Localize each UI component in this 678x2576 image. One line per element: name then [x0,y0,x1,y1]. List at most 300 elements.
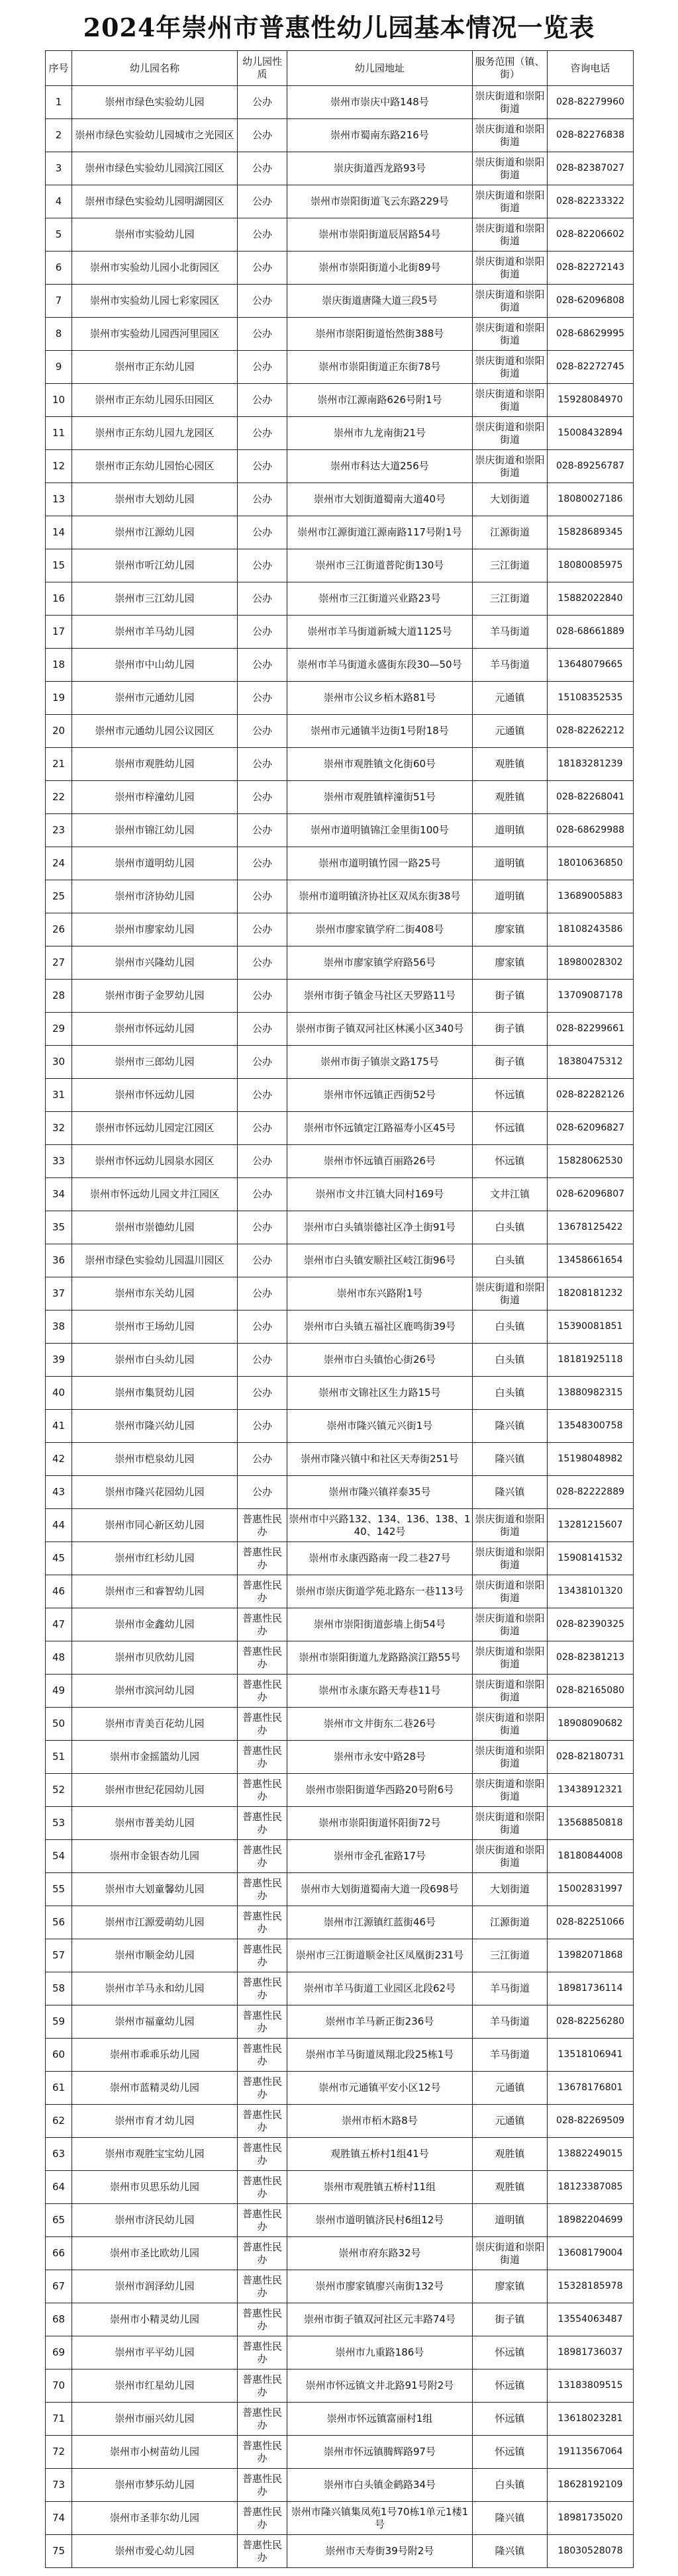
cell-phone: 028-82262212 [548,715,634,748]
cell-name: 崇州市红杉幼儿园 [72,1542,238,1575]
cell-type: 普惠性民办 [238,1542,287,1575]
cell-name: 崇州市羊马永和幼儿园 [72,1972,238,2005]
table-row [46,152,634,185]
cell-type: 普惠性民办 [238,2336,287,2369]
cell-index: 74 [46,2502,72,2535]
table-row [46,2105,634,2138]
cell-index: 29 [46,1013,72,1046]
cell-index: 54 [46,1840,72,1873]
header-phone: 咨询电话 [548,51,634,86]
cell-address: 崇州市蜀南东路216号 [287,119,473,152]
cell-service-area: 怀远镇 [473,1112,548,1145]
table-row [46,1840,634,1873]
cell-index: 17 [46,616,72,649]
cell-name: 崇州市怀远幼儿园文井江园区 [72,1178,238,1211]
cell-service-area: 观胜镇 [473,2171,548,2204]
cell-service-area: 观胜镇 [473,748,548,781]
header-name: 幼儿园名称 [72,51,238,86]
table-row [46,946,634,980]
table-row [46,1906,634,1939]
cell-index: 5 [46,218,72,252]
cell-address: 崇州市怀远镇文井北路91号附2号 [287,2369,473,2403]
cell-type: 公办 [238,119,287,152]
cell-name: 崇州市小精灵幼儿园 [72,2303,238,2336]
cell-service-area: 观胜镇 [473,781,548,814]
cell-name: 崇州市济协幼儿园 [72,880,238,913]
cell-name: 崇州市三郎幼儿园 [72,1046,238,1079]
cell-service-area: 道明镇 [473,2204,548,2237]
cell-name: 崇州市乖乖乐幼儿园 [72,2039,238,2072]
cell-index: 22 [46,781,72,814]
cell-index: 26 [46,913,72,946]
cell-name: 崇州市圣比欧幼儿园 [72,2237,238,2270]
cell-phone: 028-82233322 [548,185,634,218]
table-row [46,417,634,450]
table-row [46,1443,634,1476]
cell-index: 59 [46,2005,72,2039]
table-row [46,2469,634,2502]
cell-name: 崇州市普美幼儿园 [72,1807,238,1840]
table-row [46,1575,634,1608]
cell-service-area: 崇庆街道和崇阳街道 [473,351,548,384]
cell-address: 崇州市永康东路天寿巷11号 [287,1675,473,1708]
cell-address: 崇州市白头镇五福社区鹿鸣街39号 [287,1311,473,1344]
cell-service-area: 羊马街道 [473,649,548,682]
cell-address: 崇州市羊马新正街236号 [287,2005,473,2039]
cell-service-area: 崇庆街道和崇阳街道 [473,1774,548,1807]
cell-index: 63 [46,2138,72,2171]
cell-service-area: 崇庆街道和崇阳街道 [473,1807,548,1840]
cell-address: 崇州市崇阳街道辰居路54号 [287,218,473,252]
cell-address: 崇州市崇阳街道九龙路路滨江路55号 [287,1641,473,1675]
cell-service-area: 廖家镇 [473,913,548,946]
cell-type: 公办 [238,1145,287,1178]
cell-name: 崇州市三江幼儿园 [72,582,238,616]
cell-phone: 18080085975 [548,549,634,582]
cell-name: 崇州市实验幼儿园小北街园区 [72,252,238,285]
cell-address: 崇州市怀远镇正西街52号 [287,1079,473,1112]
cell-service-area: 街子镇 [473,1046,548,1079]
cell-type: 普惠性民办 [238,1939,287,1972]
cell-phone: 028-82180731 [548,1741,634,1774]
cell-type: 普惠性民办 [238,2204,287,2237]
cell-name: 崇州市滨河幼儿园 [72,1675,238,1708]
cell-type: 公办 [238,1311,287,1344]
cell-address: 崇州市白头镇安顺社区岐江街96号 [287,1244,473,1277]
cell-name: 崇州市道明幼儿园 [72,847,238,880]
cell-name: 崇州市正东幼儿园怡心园区 [72,450,238,483]
cell-phone: 028-82272745 [548,351,634,384]
cell-name: 崇州市同心新区幼儿园 [72,1509,238,1542]
cell-index: 25 [46,880,72,913]
cell-phone: 028-82206602 [548,218,634,252]
cell-type: 公办 [238,1178,287,1211]
table-row [46,1344,634,1377]
cell-index: 43 [46,1476,72,1509]
cell-index: 13 [46,483,72,516]
cell-phone: 18030528078 [548,2535,634,2568]
cell-service-area: 崇庆街道和崇阳街道 [473,252,548,285]
table-row [46,1046,634,1079]
cell-address: 崇州市羊马街道永盛街东段30—50号 [287,649,473,682]
cell-index: 11 [46,417,72,450]
cell-name: 崇州市怀远幼儿园 [72,1013,238,1046]
cell-service-area: 三江街道 [473,582,548,616]
table-row [46,218,634,252]
cell-index: 46 [46,1575,72,1608]
table-row [46,1939,634,1972]
cell-phone: 13554063487 [548,2303,634,2336]
cell-address: 崇州市观胜镇梓潼街51号 [287,781,473,814]
cell-index: 68 [46,2303,72,2336]
cell-type: 普惠性民办 [238,2138,287,2171]
cell-name: 崇州市绿色实验幼儿园城市之光园区 [72,119,238,152]
cell-address: 崇州市九重路186号 [287,2336,473,2369]
table-row [46,516,634,549]
cell-service-area: 崇庆街道和崇阳街道 [473,152,548,185]
cell-name: 崇州市平平幼儿园 [72,2336,238,2369]
cell-name: 崇州市绿色实验幼儿园明湖园区 [72,185,238,218]
cell-phone: 13281215607 [548,1509,634,1542]
cell-type: 普惠性民办 [238,1708,287,1741]
cell-address: 崇州市白头镇金鹤路34号 [287,2469,473,2502]
cell-service-area: 崇庆街道和崇阳街道 [473,1641,548,1675]
cell-phone: 18980028302 [548,946,634,980]
cell-phone: 028-82282126 [548,1079,634,1112]
cell-service-area: 元通镇 [473,2105,548,2138]
cell-name: 崇州市正东幼儿园乐田园区 [72,384,238,417]
cell-phone: 028-62096807 [548,1178,634,1211]
cell-phone: 13882249015 [548,2138,634,2171]
table-row [46,1509,634,1542]
cell-address: 崇州市廖家镇廖兴南街132号 [287,2270,473,2303]
cell-name: 崇州市绿色实验幼儿园温川园区 [72,1244,238,1277]
cell-type: 公办 [238,384,287,417]
cell-address: 崇州市天寿街39号附2号 [287,2535,473,2568]
cell-type: 公办 [238,880,287,913]
table-row [46,318,634,351]
cell-name: 崇州市圣菲尔幼儿园 [72,2502,238,2535]
cell-service-area: 怀远镇 [473,2369,548,2403]
cell-name: 崇州市润泽幼儿园 [72,2270,238,2303]
cell-name: 崇州市福童幼儿园 [72,2005,238,2039]
page-title: 2024年崇州市普惠性幼儿园基本情况一览表 [83,12,595,42]
cell-index: 65 [46,2204,72,2237]
table-row [46,1675,634,1708]
cell-phone: 028-62096827 [548,1112,634,1145]
table-row [46,1211,634,1244]
table-row [46,185,634,218]
table-row [46,1608,634,1641]
cell-phone: 13678176801 [548,2072,634,2105]
cell-phone: 18180844008 [548,1840,634,1873]
cell-service-area: 羊马街道 [473,1972,548,2005]
cell-service-area: 崇庆街道和崇阳街道 [473,1509,548,1542]
cell-phone: 13678125422 [548,1211,634,1244]
cell-service-area: 崇庆街道和崇阳街道 [473,2237,548,2270]
cell-index: 58 [46,1972,72,2005]
cell-index: 69 [46,2336,72,2369]
cell-index: 73 [46,2469,72,2502]
cell-service-area: 廖家镇 [473,2270,548,2303]
cell-service-area: 隆兴镇 [473,1410,548,1443]
cell-name: 崇州市观胜幼儿园 [72,748,238,781]
cell-name: 崇州市街子金罗幼儿园 [72,980,238,1013]
cell-service-area: 江源街道 [473,516,548,549]
cell-service-area: 隆兴镇 [473,1443,548,1476]
cell-service-area: 崇庆街道和崇阳街道 [473,119,548,152]
cell-name: 崇州市王场幼儿园 [72,1311,238,1344]
cell-service-area: 观胜镇 [473,2138,548,2171]
cell-index: 6 [46,252,72,285]
cell-type: 公办 [238,649,287,682]
cell-service-area: 白头镇 [473,1244,548,1277]
cell-index: 48 [46,1641,72,1675]
cell-index: 3 [46,152,72,185]
cell-type: 普惠性民办 [238,1906,287,1939]
cell-type: 公办 [238,1112,287,1145]
table-row [46,1542,634,1575]
table-row [46,1244,634,1277]
cell-phone: 18208181232 [548,1277,634,1311]
cell-service-area: 崇庆街道和崇阳街道 [473,450,548,483]
cell-address: 崇州市文井街东二巷26号 [287,1708,473,1741]
table-row [46,1079,634,1112]
cell-phone: 028-68629988 [548,814,634,847]
cell-service-area: 羊马街道 [473,2005,548,2039]
cell-index: 32 [46,1112,72,1145]
cell-index: 50 [46,1708,72,1741]
cell-service-area: 隆兴镇 [473,1476,548,1509]
cell-name: 崇州市兴隆幼儿园 [72,946,238,980]
cell-name: 崇州市实验幼儿园 [72,218,238,252]
cell-index: 24 [46,847,72,880]
cell-service-area: 三江街道 [473,1939,548,1972]
cell-type: 公办 [238,450,287,483]
cell-name: 崇州市廖家幼儿园 [72,913,238,946]
cell-address: 崇州市科达大道256号 [287,450,473,483]
cell-address: 崇州市三江街道普陀街130号 [287,549,473,582]
cell-type: 公办 [238,417,287,450]
cell-type: 公办 [238,582,287,616]
cell-index: 62 [46,2105,72,2138]
cell-name: 崇州市绿色实验幼儿园滨江园区 [72,152,238,185]
cell-type: 普惠性民办 [238,2535,287,2568]
cell-type: 普惠性民办 [238,1575,287,1608]
cell-address: 崇州市崇阳街道小北街89号 [287,252,473,285]
cell-address: 崇州市廖家镇学府二街408号 [287,913,473,946]
cell-type: 公办 [238,185,287,218]
cell-service-area: 羊马街道 [473,2039,548,2072]
cell-type: 公办 [238,980,287,1013]
cell-address: 崇州市崇阳街道飞云东路229号 [287,185,473,218]
cell-address: 崇州市观胜镇五桥村11组 [287,2171,473,2204]
cell-name: 崇州市爱心幼儿园 [72,2535,238,2568]
cell-phone: 13648079665 [548,649,634,682]
cell-name: 崇州市青美百花幼儿园 [72,1708,238,1741]
cell-phone: 18123387085 [548,2171,634,2204]
cell-index: 10 [46,384,72,417]
cell-index: 23 [46,814,72,847]
cell-address: 崇州市永安中路28号 [287,1741,473,1774]
cell-address: 崇庆街道唐隆大道三段5号 [287,285,473,318]
cell-address: 崇州市怀远镇腾辉路97号 [287,2436,473,2469]
cell-phone: 028-82251066 [548,1906,634,1939]
cell-address: 崇州市白头镇崇德社区净土街91号 [287,1211,473,1244]
cell-name: 崇州市观胜宝宝幼儿园 [72,2138,238,2171]
table-row [46,384,634,417]
cell-address: 崇州市隆兴镇集凤苑1号70栋1单元1楼1号 [287,2502,473,2535]
cell-phone: 18981735020 [548,2502,634,2535]
cell-index: 38 [46,1311,72,1344]
cell-type: 普惠性民办 [238,1641,287,1675]
cell-service-area: 崇庆街道和崇阳街道 [473,1575,548,1608]
cell-address: 崇州市羊马街道工业园区北段62号 [287,1972,473,2005]
cell-service-area: 文井江镇 [473,1178,548,1211]
table-row [46,1807,634,1840]
cell-name: 崇州市大划幼儿园 [72,483,238,516]
cell-index: 18 [46,649,72,682]
cell-phone: 028-89256787 [548,450,634,483]
cell-type: 普惠性民办 [238,1972,287,2005]
cell-phone: 15390081851 [548,1311,634,1344]
cell-type: 公办 [238,1443,287,1476]
cell-service-area: 隆兴镇 [473,2502,548,2535]
cell-service-area: 崇庆街道和崇阳街道 [473,1675,548,1708]
cell-index: 52 [46,1774,72,1807]
cell-type: 普惠性民办 [238,2469,287,2502]
cell-phone: 028-82299661 [548,1013,634,1046]
cell-name: 崇州市贝欣幼儿园 [72,1641,238,1675]
cell-index: 15 [46,549,72,582]
cell-service-area: 怀远镇 [473,1079,548,1112]
cell-type: 公办 [238,748,287,781]
cell-address: 崇州市九龙南街21号 [287,417,473,450]
cell-type: 公办 [238,218,287,252]
cell-index: 1 [46,86,72,119]
cell-phone: 15002831997 [548,1873,634,1906]
table-row [46,2005,634,2039]
table-row [46,119,634,152]
cell-name: 崇州市隆兴花园幼儿园 [72,1476,238,1509]
cell-phone: 15828689345 [548,516,634,549]
table-row [46,2303,634,2336]
cell-address: 崇州市白头镇怡心街26号 [287,1344,473,1377]
cell-name: 崇州市育才幼儿园 [72,2105,238,2138]
cell-address: 崇州市崇庆街道学苑北路东一巷113号 [287,1575,473,1608]
cell-index: 33 [46,1145,72,1178]
table-row [46,682,634,715]
cell-service-area: 白头镇 [473,1311,548,1344]
cell-type: 普惠性民办 [238,2005,287,2039]
cell-address: 崇州市怀远镇富丽村1组 [287,2403,473,2436]
cell-address: 崇州市大划街道蜀南大道40号 [287,483,473,516]
cell-phone: 028-82381213 [548,1641,634,1675]
table-header-row [46,51,634,86]
cell-address: 崇州市怀远镇百丽路26号 [287,1145,473,1178]
cell-type: 公办 [238,1377,287,1410]
cell-phone: 13438101320 [548,1575,634,1608]
cell-type: 普惠性民办 [238,1807,287,1840]
cell-address: 崇州市文锦社区生力路15号 [287,1377,473,1410]
cell-service-area: 江源街道 [473,1906,548,1939]
cell-address: 观胜镇五桥村1组41号 [287,2138,473,2171]
cell-phone: 028-82222889 [548,1476,634,1509]
cell-address: 崇州市街子镇双河社区林溪小区340号 [287,1013,473,1046]
cell-phone: 15198048982 [548,1443,634,1476]
cell-phone: 13689005883 [548,880,634,913]
cell-index: 12 [46,450,72,483]
cell-name: 崇州市丽兴幼儿园 [72,2403,238,2436]
cell-service-area: 怀远镇 [473,2336,548,2369]
cell-address: 崇州市公议乡栢木路81号 [287,682,473,715]
cell-name: 崇州市羊马幼儿园 [72,616,238,649]
cell-address: 崇州市崇阳街道华西路20号附6号 [287,1774,473,1807]
cell-service-area: 元通镇 [473,2072,548,2105]
cell-phone: 13982071868 [548,1939,634,1972]
cell-index: 7 [46,285,72,318]
cell-type: 普惠性民办 [238,1840,287,1873]
cell-address: 崇州市元通镇半边街1号附18号 [287,715,473,748]
cell-type: 普惠性民办 [238,1509,287,1542]
table-row [46,1013,634,1046]
cell-type: 普惠性民办 [238,1774,287,1807]
cell-name: 崇州市绿色实验幼儿园 [72,86,238,119]
table-row [46,483,634,516]
cell-index: 70 [46,2369,72,2403]
cell-phone: 15328185978 [548,2270,634,2303]
cell-index: 2 [46,119,72,152]
table-row [46,748,634,781]
cell-type: 普惠性民办 [238,2403,287,2436]
cell-index: 53 [46,1807,72,1840]
table-row [46,252,634,285]
cell-phone: 028-62096808 [548,285,634,318]
cell-address: 崇州市街子镇崇文路175号 [287,1046,473,1079]
table-row [46,1311,634,1344]
cell-type: 公办 [238,616,287,649]
cell-index: 64 [46,2171,72,2204]
cell-name: 崇州市金摇篮幼儿园 [72,1741,238,1774]
cell-phone: 15928084970 [548,384,634,417]
header-index: 序号 [46,51,72,86]
cell-type: 公办 [238,152,287,185]
cell-phone: 028-82390325 [548,1608,634,1641]
cell-phone: 18010636850 [548,847,634,880]
cell-phone: 13458661654 [548,1244,634,1277]
table-row [46,913,634,946]
cell-address: 崇州市江源镇红蓝街46号 [287,1906,473,1939]
cell-address: 崇州市隆兴镇中和社区天寿街251号 [287,1443,473,1476]
cell-service-area: 街子镇 [473,980,548,1013]
cell-index: 42 [46,1443,72,1476]
cell-name: 崇州市怀远幼儿园定江园区 [72,1112,238,1145]
cell-phone: 18982204699 [548,2204,634,2237]
cell-type: 普惠性民办 [238,2105,287,2138]
cell-name: 崇州市顺金幼儿园 [72,1939,238,1972]
cell-type: 普惠性民办 [238,2237,287,2270]
cell-phone: 15882022840 [548,582,634,616]
cell-name: 崇州市蓝精灵幼儿园 [72,2072,238,2105]
cell-index: 60 [46,2039,72,2072]
cell-name: 崇州市听江幼儿园 [72,549,238,582]
cell-phone: 028-68661889 [548,616,634,649]
cell-index: 75 [46,2535,72,2568]
cell-address: 崇州市金孔雀路17号 [287,1840,473,1873]
cell-index: 31 [46,1079,72,1112]
cell-address: 崇州市道明镇锦江金里街100号 [287,814,473,847]
cell-type: 公办 [238,549,287,582]
